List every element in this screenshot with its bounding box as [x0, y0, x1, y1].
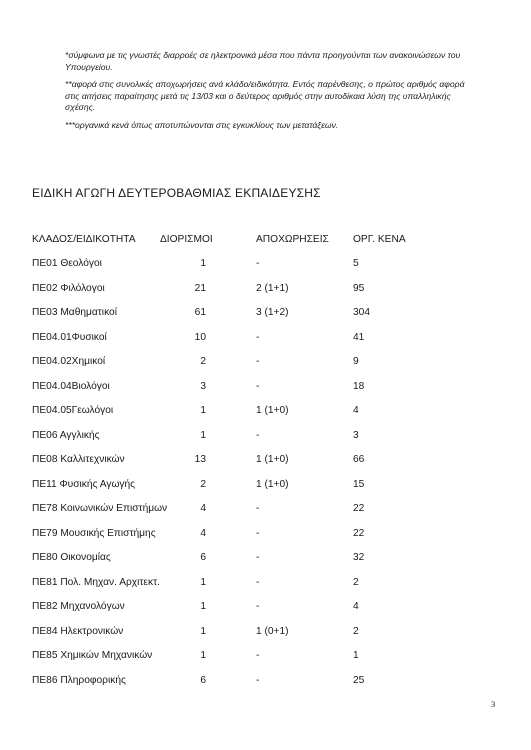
row-appointments: 4 — [200, 527, 206, 539]
row-vacancies: 304 — [353, 307, 370, 318]
table-row — [0, 283, 531, 297]
table-row — [0, 258, 531, 272]
footnote-triple-star: ***οργανικά κενά όπως αποτυπώνονται στις εγκυκλίους των μετατάξεων. — [65, 119, 339, 130]
row-vacancies: 4 — [353, 405, 359, 416]
row-vacancies: 66 — [353, 454, 365, 465]
row-vacancies: 1 — [353, 650, 359, 661]
row-departures: - — [256, 429, 260, 441]
row-specialty: ΠΕ04.04Βιολόγοι — [32, 380, 110, 392]
row-specialty: ΠΕ06 Αγγλικής — [32, 429, 100, 441]
row-vacancies: 25 — [353, 674, 365, 686]
row-departures: 2 (1+1) — [256, 282, 289, 294]
row-appointments: 1 — [200, 601, 206, 612]
row-appointments: 1 — [200, 650, 206, 661]
row-appointments: 10 — [194, 331, 206, 343]
footnote-single-star: *σύμφωνα με τις γνωστές διαρροές σε ηλεκτρονικά μέσα που πάντα προηγούνται των ανακοινώσεων του Υπουργείου. — [65, 50, 461, 72]
row-appointments: 4 — [200, 503, 206, 514]
row-appointments: 1 — [200, 625, 206, 637]
table-row — [0, 528, 531, 542]
footnotes — [65, 50, 475, 137]
row-vacancies: 2 — [353, 576, 359, 588]
row-appointments: 21 — [194, 282, 206, 294]
row-appointments: 6 — [200, 674, 206, 686]
row-departures: - — [256, 380, 260, 392]
row-vacancies: 95 — [353, 282, 365, 294]
header-specialty: ΚΛΑΔΟΣ/ΕΙΔΙΚΟΤΗΤΑ — [32, 234, 136, 245]
header-appointments: ΔΙΟΡΙΣΜΟΙ — [160, 234, 213, 245]
row-appointments: 6 — [200, 552, 206, 563]
row-vacancies: 41 — [353, 331, 365, 343]
header-departures: ΑΠΟΧΩΡΗΣΕΙΣ — [256, 234, 329, 245]
row-departures: 1 (1+0) — [256, 454, 289, 465]
row-specialty: ΠΕ02 Φιλόλογοι — [32, 282, 105, 294]
row-vacancies: 4 — [353, 601, 359, 612]
row-departures: - — [256, 650, 260, 661]
table-row — [0, 650, 531, 664]
row-specialty: ΠΕ04.01Φυσικοί — [32, 331, 107, 343]
row-specialty: ΠΕ01 Θεολόγοι — [32, 258, 102, 269]
row-appointments: 13 — [194, 454, 206, 465]
row-departures: - — [256, 552, 260, 563]
row-departures: - — [256, 331, 260, 343]
row-departures: - — [256, 601, 260, 612]
row-appointments: 3 — [200, 380, 206, 392]
row-appointments: 1 — [200, 405, 206, 416]
header-vacancies: ΟΡΓ. ΚΕΝΑ — [353, 234, 406, 245]
row-departures: - — [256, 503, 260, 514]
table-row — [0, 381, 531, 395]
row-specialty: ΠΕ85 Χημικών Μηχανικών — [32, 650, 153, 661]
table-row — [0, 332, 531, 346]
row-departures: - — [256, 258, 260, 269]
table-row — [0, 454, 531, 468]
row-vacancies: 22 — [353, 503, 365, 514]
page-number: 3 — [491, 699, 496, 709]
row-specialty: ΠΕ08 Καλλιτεχνικών — [32, 454, 125, 465]
table-row — [0, 601, 531, 615]
row-appointments: 1 — [200, 576, 206, 588]
row-specialty: ΠΕ86 Πληροφορικής — [32, 674, 126, 686]
row-vacancies: 15 — [353, 478, 365, 490]
row-specialty: ΠΕ04.05Γεωλόγοι — [32, 405, 114, 416]
row-specialty: ΠΕ04.02Χημικοί — [32, 356, 106, 367]
row-departures: - — [256, 356, 260, 367]
row-departures: - — [256, 576, 260, 588]
row-specialty: ΠΕ11 Φυσικής Αγωγής — [32, 478, 136, 490]
row-departures: 3 (1+2) — [256, 307, 289, 318]
table-row — [0, 503, 531, 517]
row-specialty: ΠΕ84 Ηλεκτρονικών — [32, 625, 124, 637]
table-row — [0, 626, 531, 640]
row-vacancies: 18 — [353, 380, 365, 392]
row-appointments: 2 — [200, 478, 206, 490]
row-departures: - — [256, 527, 260, 539]
table-row — [0, 356, 531, 370]
table-row — [0, 430, 531, 444]
row-vacancies: 32 — [353, 552, 365, 563]
row-departures: 1 (0+1) — [256, 625, 289, 637]
table-row — [0, 577, 531, 591]
row-specialty: ΠΕ82 Μηχανολόγων — [32, 601, 125, 612]
row-departures: - — [256, 674, 260, 686]
section-title: ΕΙΔΙΚΗ ΑΓΩΓΗ ΔΕΥΤΕΡΟΒΑΘΜΙΑΣ ΕΚΠΑΙΔΕΥΣΗΣ — [32, 186, 321, 200]
row-appointments: 61 — [194, 307, 206, 318]
row-specialty: ΠΕ78 Κοινωνικών Επιστήμων — [32, 503, 168, 514]
table-row — [0, 675, 531, 689]
row-appointments: 2 — [200, 356, 206, 367]
row-vacancies: 2 — [353, 625, 359, 637]
row-specialty: ΠΕ80 Οικονομίας — [32, 552, 111, 563]
row-vacancies: 3 — [353, 429, 359, 441]
footnote-double-star: **αφορά στις συνολικές αποχωρήσεις ανά κλάδο/ειδικότητα. Εντός παρένθεσης, ο πρώτος αριθμός αφορά στις αιτήσεις παραίτησης μετά τις 13/03 και ο δεύτερος αριθμός στην αυτοδίκαια λύση της υπαλληλικής σχέσης. — [65, 79, 465, 112]
table-row — [0, 307, 531, 321]
row-specialty: ΠΕ81 Πολ. Μηχαν. Αρχιτεκτ. — [32, 576, 160, 588]
table-row — [0, 552, 531, 566]
row-vacancies: 22 — [353, 527, 365, 539]
row-specialty: ΠΕ79 Μουσικής Επιστήμης — [32, 527, 156, 539]
row-specialty: ΠΕ03 Μαθηματικοί — [32, 307, 117, 318]
row-vacancies: 9 — [353, 356, 359, 367]
row-vacancies: 5 — [353, 258, 359, 269]
row-appointments: 1 — [200, 258, 206, 269]
row-departures: 1 (1+0) — [256, 478, 289, 490]
row-departures: 1 (1+0) — [256, 405, 289, 416]
row-appointments: 1 — [200, 429, 206, 441]
table-row — [0, 479, 531, 493]
table-row — [0, 405, 531, 419]
